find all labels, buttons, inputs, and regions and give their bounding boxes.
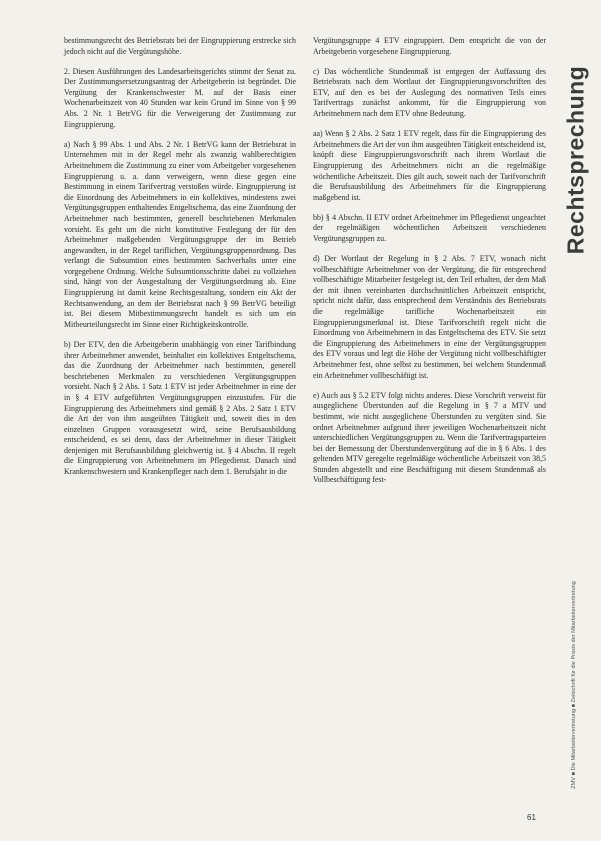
paragraph: d) Der Wortlaut der Regelung in § 2 Abs. 7 ETV, wonach nicht vollbeschäftigte Arbeitnehmer von der Vergütung, die für entsprechend vollbeschäftigte Mitarbeiter festgelegt ist, den Teil erhalten, der dem Maß der mit ihnen vereinbarten durchschnittlichen Arbeitszeit entspricht, spricht nicht dafür, dass entsprechend dem Verständnis des Betriebsrats die regelmäßige tarifliche Wochenarbeitszeit ein Eingruppierungsmerkmal ist. Diese Tarifvorschrift regelt nicht die Einordnung von Arbeitnehmern in das Entgeltschema des ETV. Sie setzt die Eingruppierung des Arbeitnehmers in eine der Vergütungsgruppen des ETV voraus und legt die Höhe der Vergütung nicht vollbeschäftigter Arbeitnehmer fest, ohne selbst zu bestimmen, bei welchem Stundenmaß ein Arbeitnehmer vollbeschäftigt ist. [313, 254, 546, 380]
paragraph: bestimmungsrecht des Betriebsrats bei der Eingruppierung erstrecke sich jedoch nicht auf die Vergütungshöhe. [64, 36, 296, 56]
left-text-column [64, 36, 296, 487]
journal-margin-text: ZMV ■ Die Mitarbeitervertretung ■ Zeitschrift für die Praxis der Mitarbeitervertretung [571, 581, 577, 789]
paragraph: bb) § 4 Abschn. II ETV ordnet Arbeitnehmer im Pflegedienst ungeachtet der regelmäßigen wöchentlichen Arbeitszeit verschiedenen Vergütungsgruppen zu. [313, 212, 546, 243]
paragraph: Vergütungsgruppe 4 ETV eingruppiert. Dem entspricht die von der Arbeitgeberin vorgesehene Eingruppierung. [313, 36, 546, 56]
right-text-column [313, 36, 546, 496]
page-number: 61 [527, 813, 536, 822]
paragraph: a) Nach § 99 Abs. 1 und Abs. 2 Nr. 1 BetrVG kann der Betriebsrat in Unternehmen mit in der Regel mehr als zwanzig wahlberechtigten Arbeitnehmern die Zustimmung zu einer vom Arbeitgeber vorgesehenen Eingruppierung u. a. dann verweigern, wenn diese gegen eine Bestimmung in einem Tarifvertrag verstoßen würde. Eingruppierung ist die Einordnung des Arbeitnehmers in ein kollektives, mindestens zwei Vergütungsgruppen enthaltendes Entgeltschema, das eine Zuordnung der Arbeitnehmer nach bestimmten, generell beschriebenen Merkmalen vorsieht. Es geht um die nicht konstitutive Festlegung der für den Arbeitnehmer maßgebenden Vergütungsgruppe der im Betrieb angewandten, in der Regel tariflichen, Vergütungsgruppenordnung. Das verlangt die Subsumtion eines bestimmten Sachverhalts unter eine vorgegebene Ordnung. Welche Subsumtionsschritte dabei zu vollziehen sind, hängt von der Ausgestaltung der Vergütungsordnung ab. Eine Eingruppierung ist damit keine Rechtsgestaltung, sondern ein Akt der Rechtsanwendung, an dem der Betriebsrat nach § 99 BetrVG beteiligt ist. Bei diesem Mitbestimmungsrecht handelt es sich um ein Mitbeurteilungsrecht im Sinne einer Richtigkeitskontrolle. [64, 139, 296, 329]
journal-margin-label [566, 540, 582, 830]
section-title-text: Rechtsprechung [562, 65, 589, 255]
paragraph: c) Das wöchentliche Stundenmaß ist entgegen der Auffassung des Betriebsrats nach dem Wortlaut der Eingruppierungsvorschriften des ETV, auf den es bei der Auslegung des normativen Teils eines Tarifvertrags zunächst ankommt, für die Eingruppierung von Arbeitnehmern nach dem ETV ohne Bedeutung. [313, 66, 546, 119]
paragraph: b) Der ETV, den die Arbeitgeberin unabhängig von einer Tarifbindung ihrer Arbeitnehmer anwendet, beinhaltet ein kollektives Entgeltschema, das die Zuordnung der Arbeitnehmer nach bestimmten, generell beschriebenen Merkmalen zu verschiedenen Vergütungsgruppen vorsieht. Nach § 2 Abs. 1 Satz 1 ETV ist jeder Arbeitnehmer in eine der in § 4 ETV aufgeführten Vergütungsgruppen einzustufen. Für die Eingruppierung des Arbeitnehmers sind gemäß § 2 Abs. 2 Satz 1 ETV die Art der von ihm ausgeübten Tätigkeit und, soweit dies in den einzelnen Gruppen vorausgesetzt wird, seine Berufsausbildung entscheidend, es sei denn, dass der Arbeitnehmer in dieser Tätigkeit denjenigen mit Berufsausbildung gleichwertig ist. § 4 Abschn. II regelt die Eingruppierung von Arbeitnehmern im Pflegedienst. Danach sind Krankenschwestern und Krankenpfleger nach dem 1. Berufsjahr in die [64, 339, 296, 477]
paragraph: e) Auch aus § 5.2 ETV folgt nichts anderes. Diese Vorschrift verweist für ausgeglichene Überstunden auf die Regelung in § 7 a MTV und bestimmt, wie nicht ausgeglichene Überstunden zu vergüten sind. Sie ordnet Arbeitnehmer aufgrund ihrer jeweiligen Wochenarbeitszeit nicht unterschiedlichen Vergütungsgruppen zu. Wenn die Tarifvertragsparteien bei der Bemessung der Überstundenvergütung auf die in § 6 Abs. 1 des geltenden MTV geregelte regelmäßige wöchentliche Arbeitszeit von 38,5 Stunden abgestellt und eine Beschäftigung mit diesem Stundenmaß als Vollbeschäftigung fest- [313, 390, 546, 485]
paragraph: aa) Wenn § 2 Abs. 2 Satz 1 ETV regelt, dass für die Eingruppierung des Arbeitnehmers die Art der von ihm ausgeübten Tätigkeit entscheidend ist, knüpft diese Eingruppierungsvorschrift nach ihrem Wortlaut die Eingruppierung des Arbeitnehmers nicht an die regelmäßige wöchentliche Arbeitszeit. Dies gilt auch, soweit nach der Tarifvorschrift die Berufsausbildung des Arbeitnehmers für die Eingruppierung maßgebend ist. [313, 129, 547, 202]
paragraph: 2. Diesen Ausführungen des Landesarbeitsgerichts stimmt der Senat zu. Der Zustimmungsersetzungsantrag der Arbeitgeberin ist begründet. Die Vergütung der Krankenschwester M. auf der Basis einer Wochenarbeitszeit von 40 Stunden war kein Grund im Sinne von § 99 Abs. 2 Nr. 1 BetrVG für die Verweigerung der Zustimmung zur Eingruppierung. [64, 66, 296, 129]
section-title-vertical [557, 40, 595, 280]
